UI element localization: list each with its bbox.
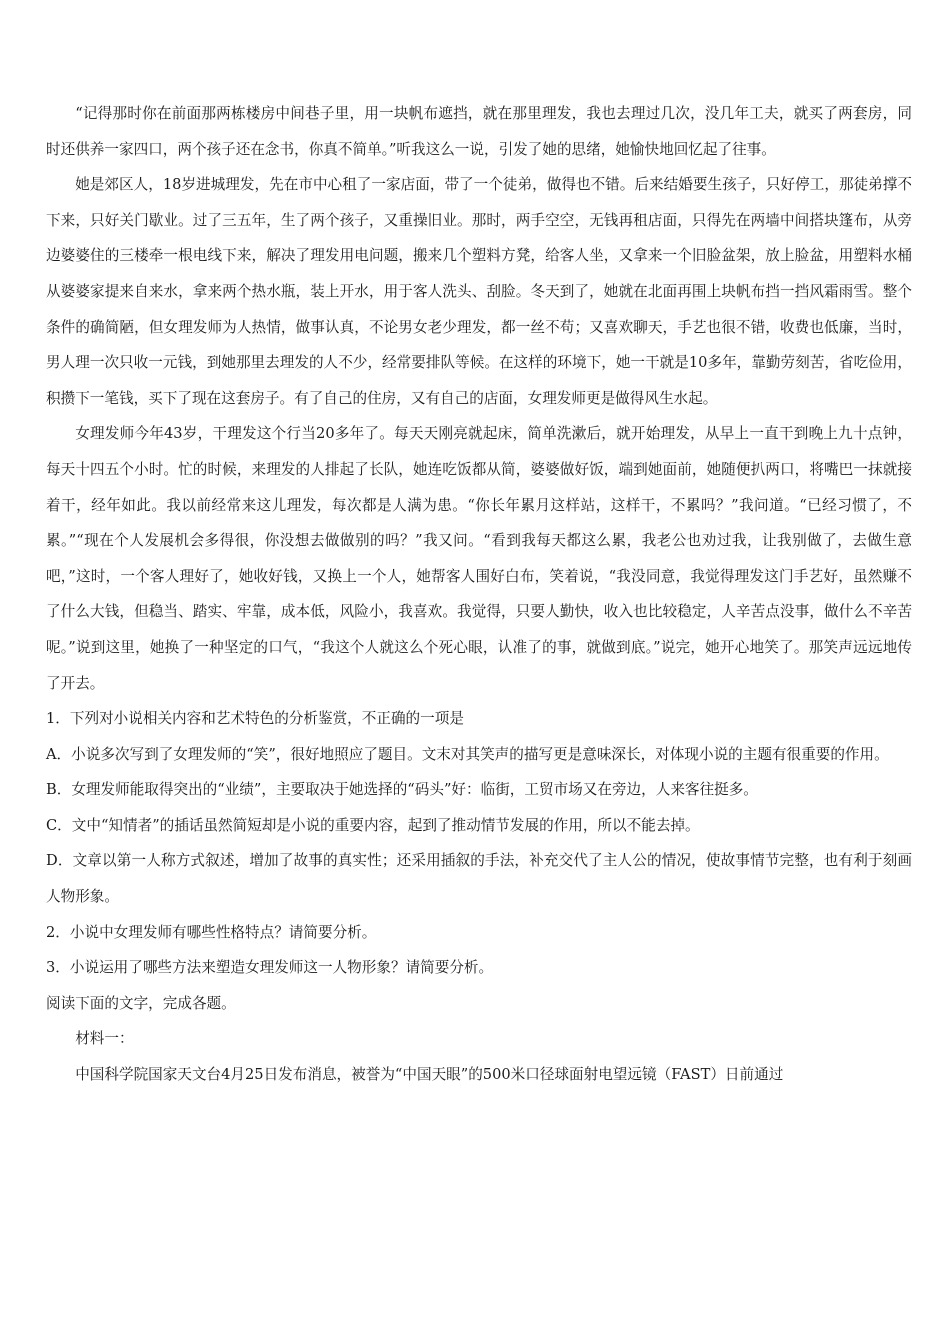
material-first-line: 中国科学院国家天文台4月25日发布消息，被誉为“中国天眼”的500米口径球面射电望远镜（FAST）日前通过 xyxy=(75,1066,784,1084)
section-instruction: 阅读下面的文字，完成各题。 xyxy=(46,994,236,1012)
document-page xyxy=(46,96,912,1093)
story-paragraph-3: 女理发师今年43岁，干理发这个行当20多年了。每天天刚亮就起床，简单洗漱后，就开始理发，从早上一直干到晚上九十点钟，每天十四五个小时。忙的时候，来理发的人排起了长队，她连吃饭都从简，婆婆做好饭，端到她面前，她随便扒两口，将嘴巴一抹就接着干，经年如此。我以前经常来这儿理发，每次都是人满为患。“你长年累月这样站，这样干，不累吗？”我问道。“已经习惯了，不累。”“现在个人发展机会多得很，你没想去做做别的吗？”我又问。“看到我每天都这么累，我老公也劝过我，让我别做了，去做生意吧，”这时，一个客人理好了，她收好钱，又换上一个人，她帮客人围好白布，笑着说，“我没同意，我觉得理发这门手艺好，虽然赚不了什么大钱，但稳当、踏实、牢靠，成本低，风险小，我喜欢。我觉得，只要人勤快，收入也比较稳定，人辛苦点没事，做什么不辛苦呢。”说到这里，她换了一种坚定的口气，“我这个人就这么个死心眼，认准了的事，就做到底。”说完，她开心地笑了。那笑声远远地传了开去。 xyxy=(46,425,912,692)
question-2: 2．小说中女理发师有哪些性格特点？请简要分析。 xyxy=(46,923,377,941)
story-paragraph-1: “记得那时你在前面那两栋楼房中间巷子里，用一块帆布遮挡，就在那里理发，我也去理过几次，没几年工夫，就买了两套房，同时还供养一家四口，两个孩子还在念书，你真不简单。”听我这么一说，引发了她的思绪，她愉快地回忆起了往事。 xyxy=(46,105,912,158)
story-paragraph-2: 她是郊区人，18岁进城理发，先在市中心租了一家店面，带了一个徒弟，做得也不错。后来结婚要生孩子，只好停工，那徒弟撑不下来，只好关门歇业。过了三五年，生了两个孩子，又重操旧业。那时，两手空空，无钱再租店面，只得先在两墙中间搭块篷布，从旁边婆婆住的三楼牵一根电线下来，解决了理发用电问题，搬来几个塑料方凳，给客人坐，又拿来一个旧脸盆架，放上脸盆，用塑料水桶从婆婆家提来自来水，拿来两个热水瓶，装上开水，用于客人洗头、刮脸。冬天到了，她就在北面再围上块帆布挡一挡风霜雨雪。整个条件的确简陋，但女理发师为人热情，做事认真，不论男女老少理发，都一丝不苟；又喜欢聊天，手艺也很不错，收费也低廉，当时，男人理一次只收一元钱，到她那里去理发的人不少，经常要排队等候。在这样的环境下，她一干就是10多年，靠勤劳刻苦，省吃俭用，积攒下一笔钱，买下了现在这套房子。有了自己的住房，又有自己的店面，女理发师更是做得风生水起。 xyxy=(46,176,912,407)
material-label: 材料一： xyxy=(75,1030,134,1048)
question-1-option-a: A．小说多次写到了女理发师的“笑”，很好地照应了题目。文末对其笑声的描写更是意味深长，对体现小说的主题有很重要的作用。 xyxy=(46,745,889,763)
question-1-stem: 1．下列对小说相关内容和艺术特色的分析鉴赏，不正确的一项是 xyxy=(46,710,464,728)
question-1-option-d: D．文章以第一人称方式叙述，增加了故事的真实性；还采用插叙的手法，补充交代了主人公的情况，使故事情节完整，也有利于刻画人物形象。 xyxy=(46,852,912,906)
question-1-option-c: C．文中“知情者”的插话虽然简短却是小说的重要内容，起到了推动情节发展的作用，所以不能去掉。 xyxy=(46,816,700,834)
question-1-option-b: B．女理发师能取得突出的“业绩”，主要取决于她选择的“码头”好：临街，工贸市场又在旁边，人来客往挺多。 xyxy=(46,781,758,799)
question-3: 3．小说运用了哪些方法来塑造女理发师这一人物形象？请简要分析。 xyxy=(46,959,494,977)
